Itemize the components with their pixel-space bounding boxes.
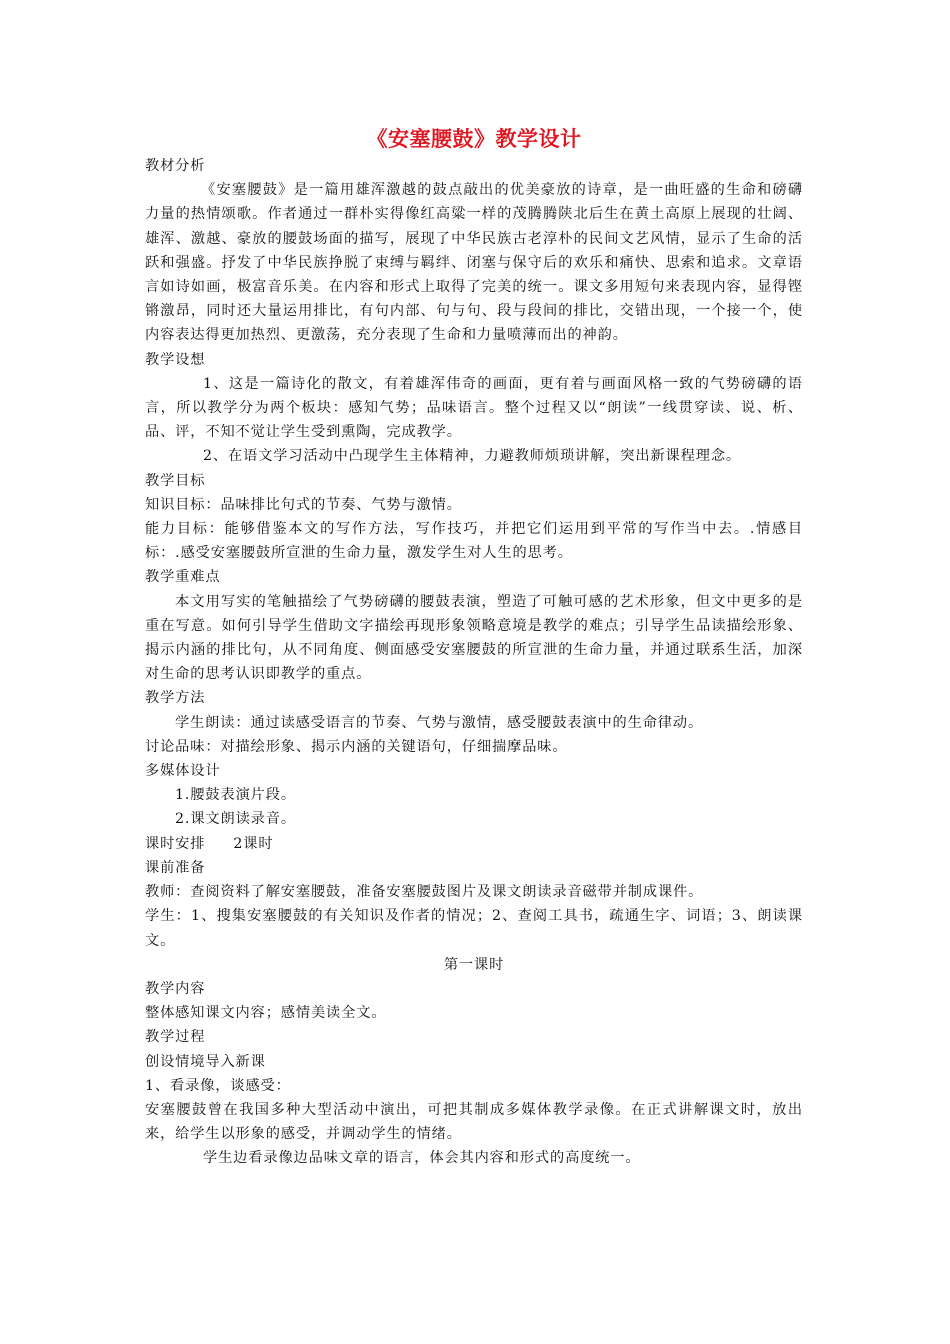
section-heading-process: 教学过程 <box>145 1029 206 1046</box>
method-item-1: 学生朗读：通过读感受语言的节奏、气势与激情，感受腰鼓表演中的生命律动。 <box>175 714 704 731</box>
section-heading-key: 教学重难点 <box>145 569 221 586</box>
document-title: 《安塞腰鼓》教学设计 <box>366 127 582 151</box>
process-intro: 创设情境导入新课 <box>145 1053 266 1070</box>
section-heading-method: 教学方法 <box>145 690 206 707</box>
document-page <box>145 124 803 1171</box>
lesson-one-heading: 第一课时 <box>443 956 505 973</box>
section-heading-goal: 教学目标 <box>145 472 206 489</box>
media-item-2: 2.课文朗读录音。 <box>175 811 296 828</box>
schedule-value: 2课时 <box>233 835 274 852</box>
goal-ability: 能力目标：能够借鉴本文的写作方法，写作技巧，并把它们运用到平常的写作当中去。.情感目标：.感受安塞腰鼓所宣泄的生命力量，激发学生对人生的思考。 <box>145 521 803 562</box>
step-1-text: 安塞腰鼓曾在我国多种大型活动中演出，可把其制成多媒体教学录像。在正式讲解课文时，放出来，给学生以形象的感受，并调动学生的情绪。 <box>145 1101 803 1143</box>
content-text: 整体感知课文内容；感情美读全文。 <box>145 1005 387 1022</box>
section-heading-idea: 教学设想 <box>145 351 206 368</box>
section-heading-media: 多媒体设计 <box>145 763 221 780</box>
section-heading-analysis: 教材分析 <box>145 158 206 174</box>
key-paragraph: 本文用写实的笔触描绘了气势磅礴的腰鼓表演，塑造了可触可感的艺术形象，但文中更多的是重在写意。如何引导学生借助文字描绘再现形象领略意境是教学的难点；引导学生品读描绘形象、揭示内涵的排比句，从不同角度、侧面感受安塞腰鼓的所宣泄的生命力量，并通过联系生活，加深对生命的思考认识即教学的重点。 <box>145 593 803 683</box>
prep-teacher: 教师：查阅资料了解安塞腰鼓，准备安塞腰鼓图片及课文朗读录音磁带并制成课件。 <box>145 884 704 901</box>
idea-item-2: 2、在语文学习活动中凸现学生主体精神，力避教师烦琐讲解，突出新课程理念。 <box>203 448 741 465</box>
schedule-line <box>145 832 803 856</box>
method-item-2: 讨论品味：对描绘形象、揭示内涵的关键语句，仔细揣摩品味。 <box>145 738 568 755</box>
media-item-1: 1.腰鼓表演片段。 <box>175 787 296 804</box>
prep-student: 学生：1、搜集安塞腰鼓的有关知识及作者的情况；2、查阅工具书，疏通生字、词语；3、朗读课文。 <box>145 908 803 949</box>
idea-item-1: 1、这是一篇诗化的散文，有着雄浑伟奇的画面，更有着与画面风格一致的气势磅礴的语言，所以教学分为两个板块：感知气势；品味语言。整个过程又以“朗读”一线贯穿读、说、析、品、评，不知不觉让学生受到熏陶，完成教学。 <box>145 375 803 441</box>
analysis-paragraph: 《安塞腰鼓》是一篇用雄浑激越的鼓点敲出的优美豪放的诗章，是一曲旺盛的生命和磅礴力量的热情颂歌。作者通过一群朴实得像红高粱一样的茂腾腾陕北后生在黄土高原上展现的壮阔、雄浑、激越、豪放的腰鼓场面的描写，展现了中华民族古老淳朴的民间文艺风情，显示了生命的活跃和强盛。抒发了中华民族挣脱了束缚与羁绊、闭塞与保守后的欢乐和痛快、思索和追求。文章语言如诗如画，极富音乐美。在内容和形式上取得了完美的统一。课文多用短句来表现内容，显得铿锵激昂，同时还大量运用排比，有句内部、句与句、段与段间的排比，交错出现，一个接一个，使内容表达得更加热烈、更激荡，充分表现了生命和力量喷薄而出的神韵。 <box>145 182 803 344</box>
goal-knowledge: 知识目标：品味排比句式的节奏、气势与激情。 <box>145 496 462 513</box>
schedule-label: 课时安排 <box>145 835 206 852</box>
section-heading-content: 教学内容 <box>145 980 206 997</box>
step-1-follow: 学生边看录像边品味文章的语言，体会其内容和形式的高度统一。 <box>203 1150 641 1167</box>
section-heading-prep: 课前准备 <box>145 859 206 876</box>
step-1-heading: 1、看录像，谈感受： <box>145 1077 291 1094</box>
